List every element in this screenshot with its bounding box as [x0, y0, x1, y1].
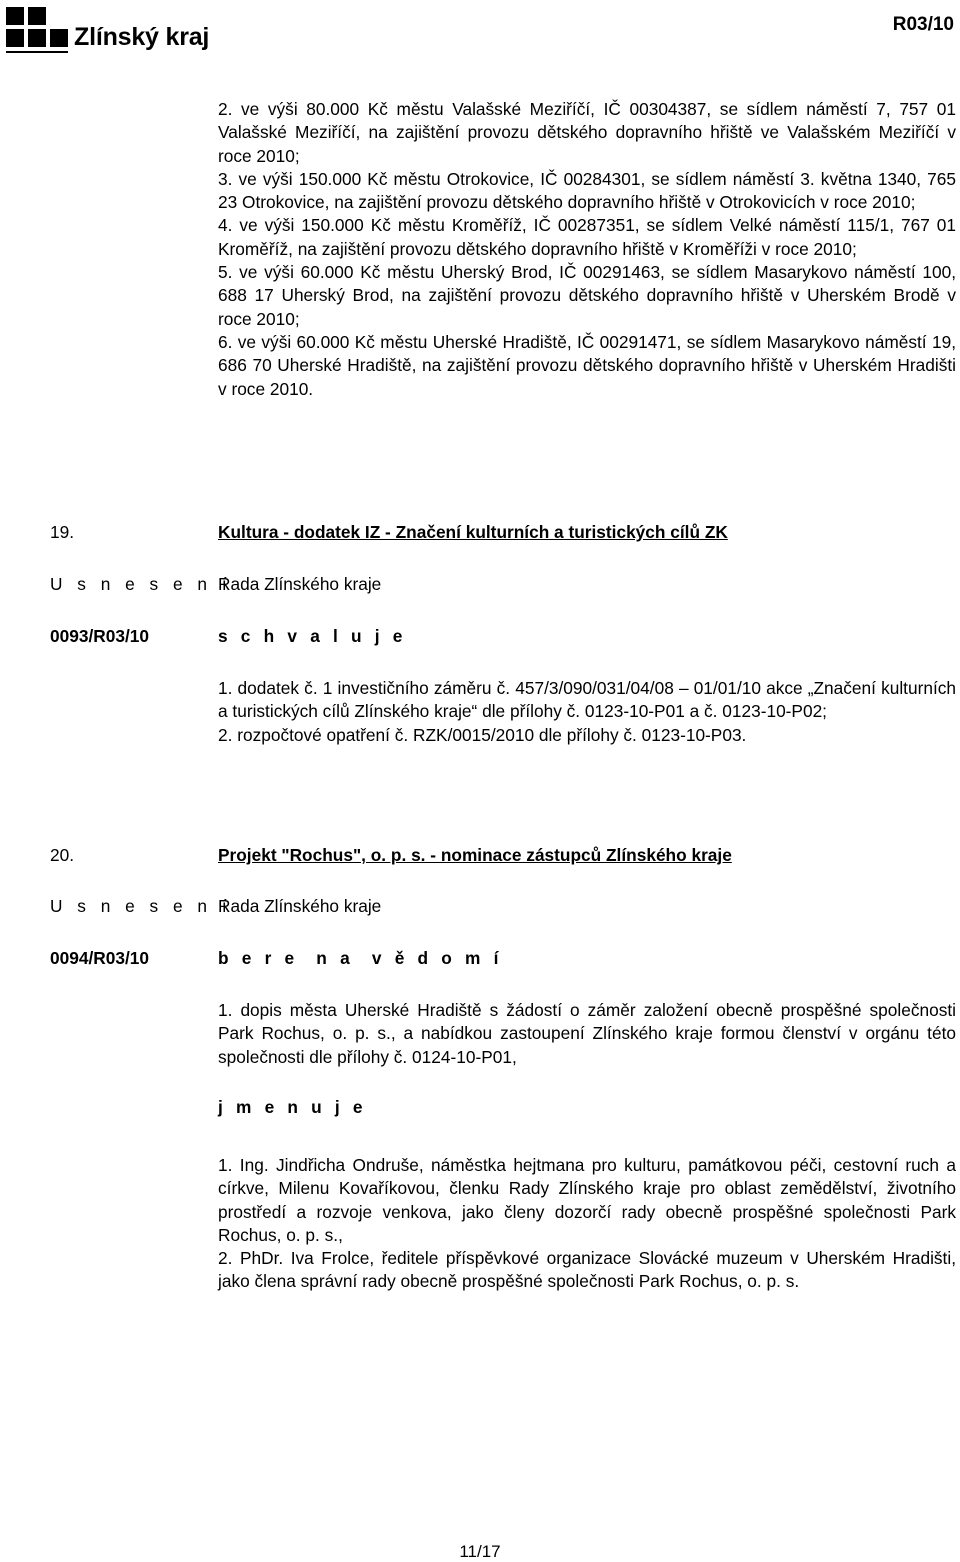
logo — [6, 6, 209, 54]
list-item: 4. ve výši 150.000 Kč městu Kroměříž, IČ 00287351, se sídlem Velké náměstí 115/1, 767 01 Kroměříž, na zajištění provozu dětského dopravního hřiště v Kroměříži v roce 2010; — [218, 215, 956, 259]
council-name: Rada Zlínského kraje — [218, 896, 382, 916]
section-number: 20. — [50, 845, 75, 865]
resolution-number: 0093/R03/10 — [50, 626, 149, 646]
usneseni-label: U s n e s e n í — [50, 896, 232, 916]
resolution-verb: j m e n u j e — [218, 1097, 367, 1117]
list-item: 6. ve výši 60.000 Kč městu Uherské Hradiště, IČ 00291471, se sídlem Masarykovo náměstí 19, 686 70 Uherské Hradiště, na zajištění provozu dětského dopravního hřiště v Uherském Hradišti v roce 2010. — [218, 331, 956, 399]
section-title: Projekt "Rochus", o. p. s. - nominace zástupců Zlínského kraje — [218, 845, 732, 865]
list-item: 1. Ing. Jindřicha Ondruše, náměstka hejtmana pro kulturu, památkovou péči, cestovní ruch a církve, Milenu Kovaříkovou, členku Rady Zlínského kraje pro oblast zemědělství, životního prostředí a rozvoje venkova, jako členy dozorčí rady obecně prospěšné společnosti Park Rochus, o. p. s., — [218, 1155, 956, 1245]
resolution-items — [218, 677, 956, 747]
list-item: 2. rozpočtové opatření č. RZK/0015/2010 dle přílohy č. 0123-10-P03. — [218, 724, 747, 745]
list-item: 2. PhDr. Iva Frolce, ředitele příspěvkové organizace Slovácké muzeum v Uherském Hradišti, jako člena správní rady obecně prospěšné společnosti Park Rochus, o. p. s. — [218, 1248, 956, 1292]
list-item: 2. ve výši 80.000 Kč městu Valašské Meziříčí, IČ 00304387, se sídlem náměstí 7, 757 01 Valašské Meziříčí, na zajištění provozu dětského dopravního hřiště ve Valašském Meziříčí v roce 2010; — [218, 99, 956, 166]
resolution-items — [218, 1154, 956, 1294]
section-title: Kultura - dodatek IZ - Značení kulturních a turistických cílů ZK — [218, 522, 728, 542]
usneseni-label: U s n e s e n í — [50, 574, 232, 594]
document-reference: R03/10 — [892, 14, 954, 35]
logo-mark-icon — [6, 7, 68, 53]
council-name: Rada Zlínského kraje — [218, 574, 382, 594]
resolution-verb: s c h v a l u j e — [218, 626, 407, 646]
page-number: 11/17 — [459, 1542, 501, 1561]
continuation-list — [218, 98, 956, 401]
logo-text: Zlínský kraj — [74, 22, 210, 51]
list-item: 5. ve výši 60.000 Kč městu Uherský Brod, IČ 00291463, se sídlem Masarykovo náměstí 100, 688 17 Uherský Brod, na zajištění provozu dětského dopravního hřiště v Uherském Brodě v roce 2010; — [218, 262, 956, 329]
list-item: 1. dodatek č. 1 investičního záměru č. 457/3/090/031/04/08 – 01/01/10 akce „Značení kulturních a turistických cílů Zlínského kraje“ dle přílohy č. 0123-10-P01 a č. 0123-10-P02; — [218, 678, 956, 722]
resolution-number: 0094/R03/10 — [50, 948, 149, 968]
section-number: 19. — [50, 522, 75, 542]
resolution-verb: b e r e n a v ě d o m í — [218, 948, 503, 968]
resolution-item: 1. dopis města Uherské Hradiště s žádostí o záměr založení obecně prospěšné společnosti Park Rochus, o. p. s., a nabídkou zastoupení Zlínského kraje formou členství v orgánu této společnosti dle přílohy č. 0124-10-P01, — [218, 1000, 956, 1067]
list-item: 3. ve výši 150.000 Kč městu Otrokovice, IČ 00284301, se sídlem náměstí 3. května 1340, 765 23 Otrokovice, na zajištění provozu dětského dopravního hřiště v Otrokovicích v roce 2010; — [218, 168, 956, 213]
